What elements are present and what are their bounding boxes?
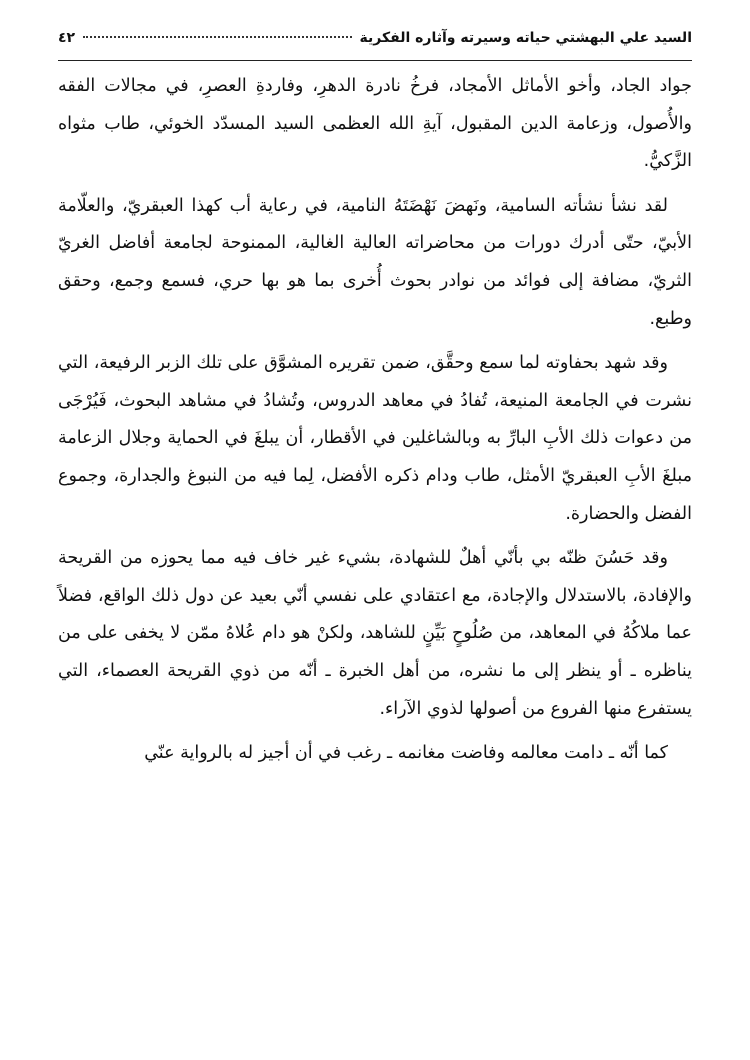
paragraph: وقد حَسُنَ ظنّه بي بأنّي أهلٌ للشهادة، بشيء غير خاف فيه مما يحوزه من القريحة والإفادة، بالاستدلال والإجادة، مع اعتقادي على نفسي أنّي بعيد عن دول ذلك الواقع، فضلاً عما ملاكُهُ في المعاهد، من صُلُوحٍ بَيِّنٍ للشاهد، ولكنْ هو دام عُلاهُ ممّن لا يخفى على من يناظره ـ أو ينظر إلى ما نشره، من أهل الخبرة ـ أنّه من ذوي القريحة العصماء، التي يستفرع منها الفروع من أصولها لذوي الآراء.: [58, 548, 692, 719]
running-title: السيد علي البهشتي حياته وسيرته وآثاره الفكرية: [359, 30, 692, 46]
paragraph: وقد شهد بحفاوته لما سمع وحقَّق، ضمن تقريره المشوَّق على تلك الزبر الرفيعة، التي نشرت في الجامعة المنيعة، تُفادُ في معاهد الدروس، وتُشادُ في مشاهد البحوث، فَيُرْجَى من دعوات ذلك الأبِ البارِّ به وبالشاغلين في الأقطار، أن يبلغَ في الحماية وجلال الزعامة مبلغَ الأبِ العبقريّ الأمثل، طاب ودام ذكره الأفضل، لِما فيه من النبوغ والجدارة، وجموع الفضل والحضارة.: [58, 353, 692, 524]
header-rule: [58, 60, 692, 61]
body-text: [58, 68, 692, 773]
paragraph: كما أنّه ـ دامت معالمه وفاضت مغانمه ـ رغب في أن أجيز له بالرواية عنّي: [144, 743, 668, 764]
dot-leader: [83, 36, 351, 38]
paragraph: لقد نشأ نشأته السامية، ونَهضَ نَهْضَتَهُ النامية، في رعاية أب كهذا العبقريّ، والعلّامة الأبيّ، حتّى أدرك دورات من محاضراته العالية الغالية، الممنوحة لجامعة أفاضل الغريّ الثريّ، مضافة إلى فوائد من نوادر بحوث أُخرى بما هو بها حري، فسمع وجمع، وحقق وطبع.: [58, 195, 692, 329]
running-header: [58, 30, 692, 56]
paragraph-continuation: جواد الجاد، وأخو الأماثل الأمجاد، فرخُ نادرة الدهرِ، وفاردةِ العصرِ، في مجالات الفقه والأُصول، وزعامة الدين المقبول، آيةِ الله العظمى السيد المسدّد الخوئي، طاب مثواه الزَّكيُّ.: [58, 76, 692, 172]
page-number: ٤٢: [58, 30, 76, 46]
